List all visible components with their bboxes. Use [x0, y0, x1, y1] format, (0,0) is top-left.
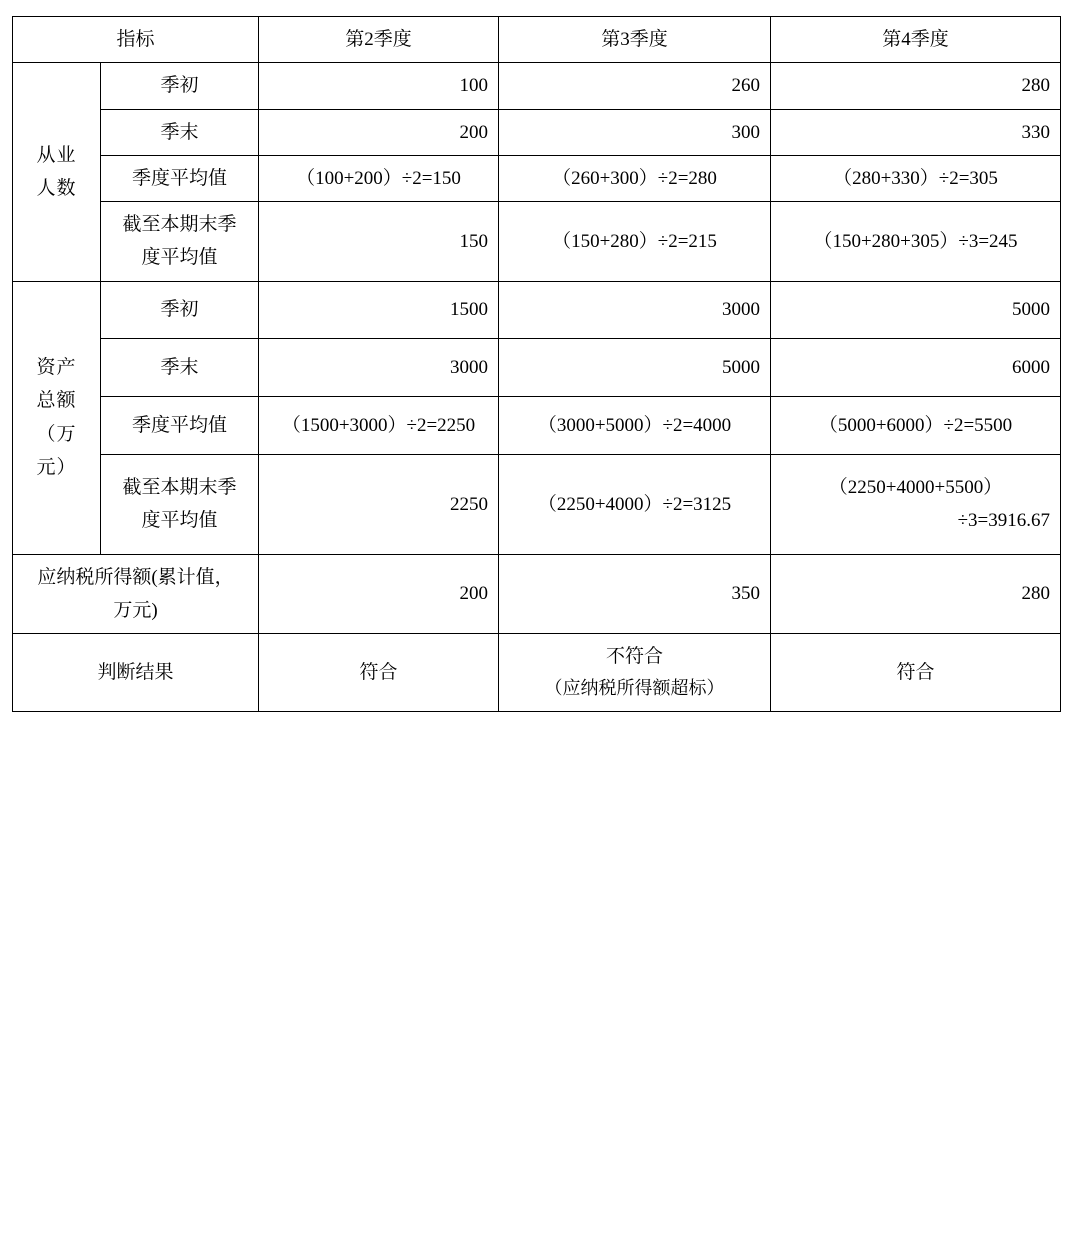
- cell-employees-qavg-q2: （100+200）÷2=150: [259, 155, 499, 201]
- row-label-period-start: 季初: [101, 63, 259, 109]
- cell-taxable-q4: 280: [771, 554, 1061, 634]
- cell-employees-end-q3: 300: [499, 109, 771, 155]
- table-row: [13, 554, 1061, 634]
- cell-taxable-q3: 350: [499, 554, 771, 634]
- group-label-assets-line1: 资产: [36, 357, 77, 378]
- row-label-period-start: 季初: [101, 281, 259, 339]
- row-label-cumulative-average-line1: 截至本期末季: [122, 214, 237, 235]
- cell-employees-cavg-q3: （150+280）÷2=215: [499, 202, 771, 282]
- cell-assets-qavg-q3: （3000+5000）÷2=4000: [499, 397, 771, 455]
- cell-assets-start-q2: 1500: [259, 281, 499, 339]
- row-label-quarter-average: 季度平均值: [101, 155, 259, 201]
- column-header-q3: 第3季度: [499, 17, 771, 63]
- cell-assets-cavg-q3: （2250+4000）÷2=3125: [499, 455, 771, 554]
- group-label-employees: [13, 63, 101, 281]
- cell-assets-start-q3: 3000: [499, 281, 771, 339]
- cell-assets-cavg-q4-line2: ÷3=3916.67: [957, 510, 1051, 532]
- cell-employees-start-q4: 280: [771, 63, 1061, 109]
- table-row: [13, 634, 1061, 712]
- group-label-employees-line1: 从业: [36, 144, 77, 166]
- cell-employees-cavg-q2: 150: [259, 202, 499, 282]
- data-table: [12, 16, 1061, 712]
- table-row: [13, 281, 1061, 339]
- cell-result-q4: 符合: [771, 634, 1061, 712]
- cell-employees-end-q2: 200: [259, 109, 499, 155]
- column-header-q2: 第2季度: [259, 17, 499, 63]
- row-label-taxable-income-line2: 万元): [113, 599, 158, 621]
- table-row: [13, 155, 1061, 201]
- group-label-assets-line4: 元）: [36, 456, 77, 478]
- cell-employees-qavg-q4: （280+330）÷2=305: [771, 155, 1061, 201]
- cell-assets-end-q2: 3000: [259, 339, 499, 397]
- cell-taxable-q2: 200: [259, 554, 499, 634]
- group-label-assets: [13, 281, 101, 554]
- table-row: [13, 202, 1061, 282]
- cell-result-q3: [499, 634, 771, 712]
- row-label-period-end: 季末: [101, 339, 259, 397]
- row-label-cumulative-average-line1: 截至本期末季: [122, 477, 237, 499]
- cell-assets-start-q4: 5000: [771, 281, 1061, 339]
- cell-result-q3-line1: 不符合: [606, 646, 664, 667]
- group-label-assets-line3: （万: [36, 423, 77, 445]
- column-header-q4: 第4季度: [771, 17, 1061, 63]
- table-header-row: [13, 17, 1061, 63]
- cell-result-q2: 符合: [259, 634, 499, 712]
- row-label-cumulative-average-line2: 度平均值: [141, 247, 218, 269]
- cell-assets-cavg-q4-line1: （2250+4000+5500）: [828, 477, 1003, 499]
- cell-assets-qavg-q2: （1500+3000）÷2=2250: [259, 397, 499, 455]
- table-row: [13, 109, 1061, 155]
- cell-employees-start-q3: 260: [499, 63, 771, 109]
- cell-assets-end-q3: 5000: [499, 339, 771, 397]
- cell-assets-cavg-q4: [771, 455, 1061, 554]
- row-label-period-end: 季末: [101, 109, 259, 155]
- row-label-cumulative-average-line2: 度平均值: [141, 510, 218, 532]
- table-row: [13, 339, 1061, 397]
- cell-assets-cavg-q2: 2250: [259, 455, 499, 554]
- table-row: [13, 455, 1061, 554]
- table-row: [13, 63, 1061, 109]
- cell-employees-qavg-q3: （260+300）÷2=280: [499, 155, 771, 201]
- column-header-indicator: 指标: [13, 17, 259, 63]
- row-label-cumulative-average: [101, 202, 259, 282]
- cell-employees-cavg-q4: （150+280+305）÷3=245: [771, 202, 1061, 282]
- row-label-cumulative-average: [101, 455, 259, 554]
- row-label-result: 判断结果: [13, 634, 259, 712]
- cell-assets-qavg-q4: （5000+6000）÷2=5500: [771, 397, 1061, 455]
- group-label-employees-line2: 人数: [36, 177, 77, 199]
- cell-employees-end-q4: 330: [771, 109, 1061, 155]
- row-label-taxable-income: [13, 554, 259, 634]
- row-label-taxable-income-line1: 应纳税所得额(累计值，: [37, 566, 234, 588]
- cell-result-q3-line2: （应纳税所得额超标）: [544, 678, 725, 699]
- cell-employees-start-q2: 100: [259, 63, 499, 109]
- group-label-assets-line2: 总额: [36, 390, 77, 412]
- table-row: [13, 397, 1061, 455]
- row-label-quarter-average: 季度平均值: [101, 397, 259, 455]
- cell-assets-end-q4: 6000: [771, 339, 1061, 397]
